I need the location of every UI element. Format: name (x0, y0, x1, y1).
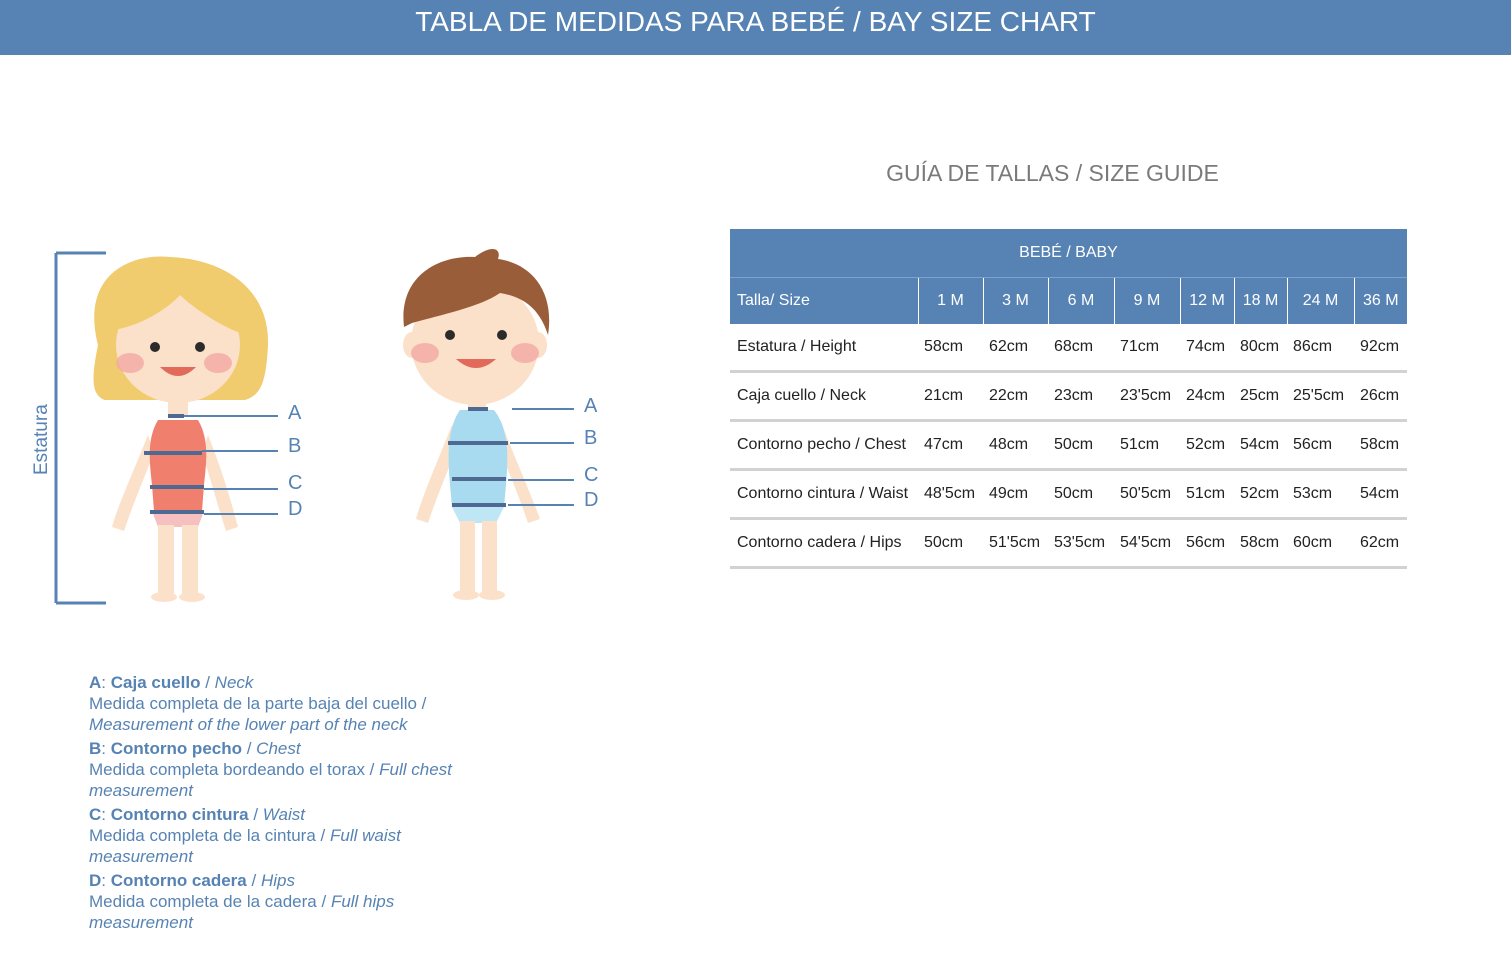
row-label: Contorno cintura / Waist (730, 470, 918, 519)
table-cell: 48cm (983, 421, 1048, 470)
legend-desc-hips (89, 891, 459, 933)
table-cell: 22cm (983, 372, 1048, 421)
legend-term-hips: D: Contorno cadera / Hips (89, 871, 295, 890)
size-header-cell: 6 M (1048, 278, 1114, 325)
size-header-cell: 24 M (1287, 278, 1354, 325)
legend-desc-en: Full hips measurement (89, 892, 395, 932)
measurement-legend (89, 669, 459, 934)
table-cell: 51cm (1114, 421, 1180, 470)
legend-desc-waist (89, 825, 459, 867)
children-figure (20, 235, 640, 615)
size-table (730, 229, 1407, 569)
table-cell: 50cm (918, 519, 983, 568)
table-group-header: BEBÉ / BABY (730, 229, 1407, 278)
legend-term-neck: A: Caja cuello / Neck (89, 673, 254, 692)
size-guide-title: GUÍA DE TALLAS / SIZE GUIDE (886, 160, 1219, 186)
table-cell: 58cm (1234, 519, 1287, 568)
legend-term-en: Hips (260, 871, 295, 890)
table-cell: 58cm (918, 324, 983, 372)
legend-desc-es: Medida completa de la cintura / (89, 826, 326, 845)
row-label: Contorno pecho / Chest (730, 421, 918, 470)
table-cell: 50'5cm (1114, 470, 1180, 519)
table-cell: 71cm (1114, 324, 1180, 372)
height-axis-label: Estatura (31, 404, 52, 475)
legend-term-es: Contorno cadera (110, 871, 247, 890)
table-cell: 48'5cm (918, 470, 983, 519)
legend-term-chest: B: Contorno pecho / Chest (89, 739, 301, 758)
size-header-label: Talla/ Size (730, 278, 918, 325)
size-header-cell: 12 M (1180, 278, 1234, 325)
girl-figure (94, 257, 303, 602)
row-label: Estatura / Height (730, 324, 918, 372)
table-cell: 21cm (918, 372, 983, 421)
size-header-cell: 18 M (1234, 278, 1287, 325)
table-cell: 60cm (1287, 519, 1354, 568)
table-cell: 92cm (1354, 324, 1407, 372)
table-cell: 50cm (1048, 470, 1114, 519)
table-cell: 50cm (1048, 421, 1114, 470)
girl-marker-d: D (288, 498, 303, 520)
table-cell: 25cm (1234, 372, 1287, 421)
table-cell: 80cm (1234, 324, 1287, 372)
girl-marker-b: B (288, 435, 302, 457)
legend-desc-es: Medida completa de la parte baja del cuello / (89, 694, 427, 713)
table-row (730, 470, 1407, 519)
legend-term-es: Contorno cintura (110, 805, 249, 824)
legend-desc-es: Medida completa bordeando el torax / (89, 760, 375, 779)
boy-marker-b: B (584, 427, 598, 449)
table-cell: 56cm (1180, 519, 1234, 568)
size-header-cell: 3 M (983, 278, 1048, 325)
row-label: Contorno cadera / Hips (730, 519, 918, 568)
table-cell: 52cm (1234, 470, 1287, 519)
size-header-cell: 1 M (918, 278, 983, 325)
legend-desc-en: Measurement of the lower part of the neck (89, 715, 408, 734)
table-cell: 56cm (1287, 421, 1354, 470)
table-cell: 51cm (1180, 470, 1234, 519)
boy-figure (403, 249, 598, 600)
legend-letter: D (89, 871, 102, 890)
boy-marker-c: C (584, 464, 599, 486)
legend-term-waist: C: Contorno cintura / Waist (89, 805, 305, 824)
measurement-illustration (20, 235, 640, 615)
legend-desc-chest (89, 759, 459, 801)
table-cell: 49cm (983, 470, 1048, 519)
table-cell: 54cm (1234, 421, 1287, 470)
page-header (0, 0, 1511, 55)
legend-term-es: Contorno pecho (110, 739, 242, 758)
table-cell: 26cm (1354, 372, 1407, 421)
table-cell: 62cm (983, 324, 1048, 372)
table-cell: 52cm (1180, 421, 1234, 470)
table-cell: 53cm (1287, 470, 1354, 519)
table-cell: 25'5cm (1287, 372, 1354, 421)
legend-letter: B (89, 739, 102, 758)
boy-marker-d: D (584, 489, 599, 511)
table-row (730, 519, 1407, 568)
legend-desc-en: Full chest measurement (89, 760, 452, 800)
table-cell: 23'5cm (1114, 372, 1180, 421)
table-row (730, 372, 1407, 421)
table-cell: 54cm (1354, 470, 1407, 519)
table-cell: 74cm (1180, 324, 1234, 372)
boy-marker-a: A (584, 395, 598, 417)
table-row (730, 324, 1407, 372)
legend-desc-neck (89, 693, 459, 735)
table-cell: 86cm (1287, 324, 1354, 372)
table-cell: 54'5cm (1114, 519, 1180, 568)
girl-marker-c: C (288, 472, 303, 494)
legend-desc-es: Medida completa de la cadera / (89, 892, 327, 911)
legend-term-en: Chest (256, 739, 301, 758)
legend-term-en: Waist (262, 805, 305, 824)
page-title: TABLA DE MEDIDAS PARA BEBÉ / BAY SIZE CHART (415, 6, 1096, 37)
girl-marker-a: A (288, 402, 302, 424)
row-label: Caja cuello / Neck (730, 372, 918, 421)
table-cell: 23cm (1048, 372, 1114, 421)
table-row (730, 421, 1407, 470)
size-header-cell: 9 M (1114, 278, 1180, 325)
legend-term-es: Caja cuello (110, 673, 201, 692)
legend-letter: C (89, 805, 102, 824)
size-header-cell: 36 M (1354, 278, 1407, 325)
table-cell: 53'5cm (1048, 519, 1114, 568)
legend-term-en: Neck (214, 673, 254, 692)
table-cell: 68cm (1048, 324, 1114, 372)
table-cell: 47cm (918, 421, 983, 470)
legend-desc-en: Full waist measurement (89, 826, 401, 866)
table-cell: 51'5cm (983, 519, 1048, 568)
table-cell: 24cm (1180, 372, 1234, 421)
legend-letter: A (89, 673, 102, 692)
table-cell: 62cm (1354, 519, 1407, 568)
table-cell: 58cm (1354, 421, 1407, 470)
size-header-row (730, 278, 1407, 325)
